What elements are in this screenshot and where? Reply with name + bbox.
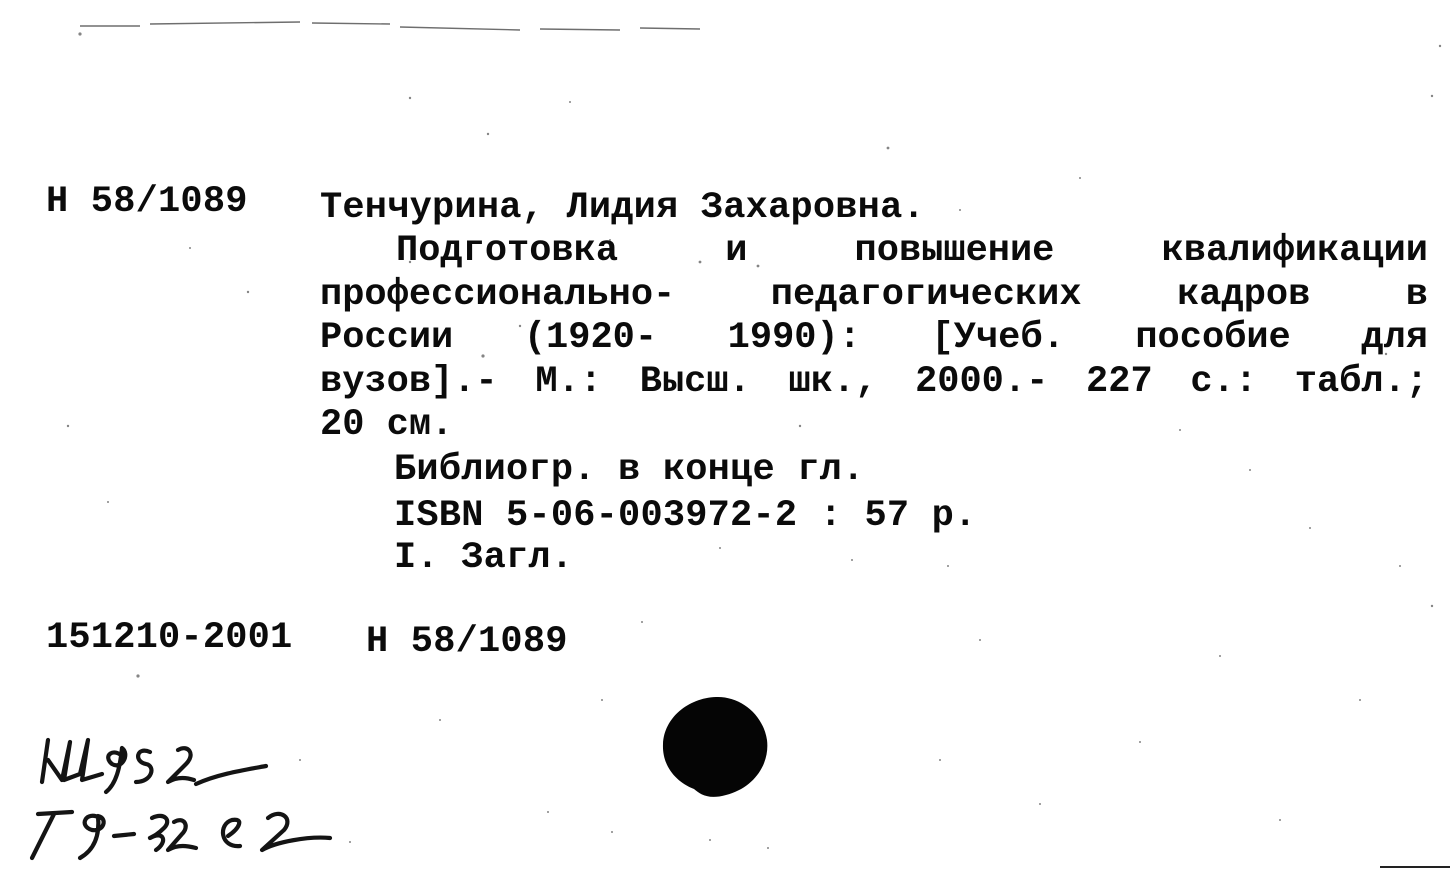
accession-shelf-mark: Н 58/1089 (366, 621, 568, 663)
edge-rule (1380, 866, 1450, 868)
author-heading: Тенчурина, Лидия Захаровна. (320, 187, 925, 229)
title-line: России (1920- 1990): [Учеб. пособие для (320, 317, 1428, 359)
bibliography-note: Библиогр. в конце гл. (394, 449, 865, 491)
title-line: Подготовка и повышение квалификации (396, 230, 1428, 272)
isbn-price-note: ISBN 5-06-003972-2 : 57 р. (394, 495, 977, 537)
shelf-mark: Н 58/1089 (46, 181, 248, 223)
title-tracing-note: I. Загл. (394, 537, 574, 579)
accession-number: 151210-2001 (46, 617, 293, 659)
handwritten-annotation (18, 718, 358, 868)
title-description (320, 230, 1428, 448)
title-line: вузов].- М.: Высш. шк., 2000.- 227 с.: табл.; (320, 360, 1428, 403)
handwritten-text (18, 718, 23, 719)
title-line: профессионально- педагогических кадров в (320, 273, 1428, 316)
title-line: 20 см. (320, 404, 454, 446)
ink-blot (660, 694, 772, 800)
